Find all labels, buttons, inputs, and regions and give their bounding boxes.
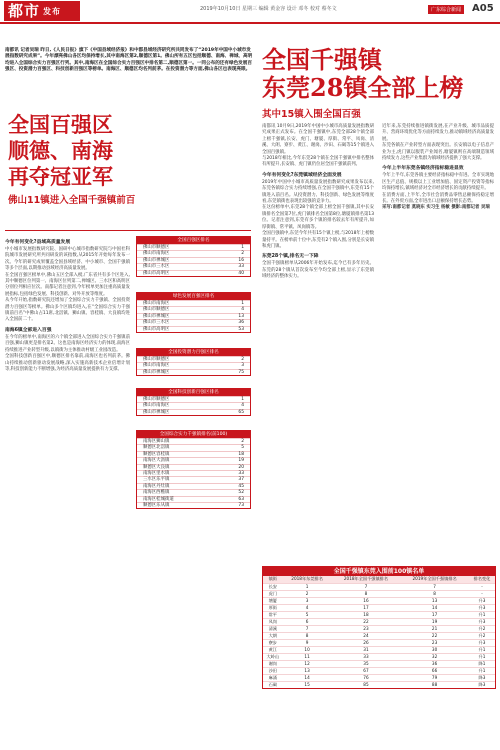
- table-cell: 14: [400, 604, 469, 611]
- table-cell: 5: [283, 611, 332, 618]
- table-cell: 79: [400, 674, 469, 681]
- table-cell: 沙田: [263, 667, 283, 674]
- table-cell: 7: [400, 583, 469, 590]
- page-number: A05: [472, 3, 494, 14]
- table-cell: 长安: [263, 583, 283, 590]
- ranking-table-towns: 全国综合实力千强镇排名(前100) 南海区狮山镇 2 顺德区北滘镇 5 顺德区容桂镇 18 南海区大沥镇 19 顺德区大良镇 20 南海区里水镇 33 三水区乐平镇 37 南海区丹灶镇 45 南海区西樵镇 52 南海区桂城街道 63 顺德区乐从镇 73: [136, 430, 251, 509]
- table-cell: 36: [400, 660, 469, 667]
- table-header: 2018年全国千强镇排名: [332, 576, 401, 583]
- table-cell: 降1: [469, 660, 495, 667]
- table-cell: 33: [332, 653, 401, 660]
- left-article: [5, 236, 130, 373]
- table-cell: 升1: [469, 646, 495, 653]
- ranking-table-green: 绿色发展百强区排名 佛山市南海区 1 佛山市顺德区 4 佛山市禅城区 13 佛山市三水区 36 佛山市高明区 53: [136, 292, 251, 333]
- table-cell: 大朗: [263, 632, 283, 639]
- table-row: [263, 632, 495, 639]
- paragraph: 在全国百强区榜单中,佛山五区全部入榜,广东省共有多个区进入,其中顺德区位列第一、南海区位列第二,禅城区、三水区和高明区分别位列相应位次。南都记者注意到,今年榜单更加注重高质量发展指标,包括绿色发展、科技创新、对外开放等维度。: [5, 272, 130, 297]
- table-cell: 85: [332, 681, 401, 688]
- table-caption: 全国千强镇东莞入围前100镇名单: [263, 567, 495, 576]
- table-cell: 3: [283, 597, 332, 604]
- table-cell: 66: [400, 667, 469, 674]
- table-cell: 14: [283, 674, 332, 681]
- ranking-table-investment: 全国投资潜力百强区排名 佛山市顺德区 2 佛山市南海区 3 佛山市禅城区 75: [136, 348, 251, 376]
- table-header: 镇街: [263, 576, 283, 583]
- table-row: [263, 674, 495, 681]
- table-cell: 7: [283, 625, 332, 632]
- table-cell: 67: [332, 667, 401, 674]
- table-cell: 11: [283, 653, 332, 660]
- table-cell: 76: [332, 674, 401, 681]
- byline: 采写:南都记者 莫晓东 实习生 杨敏 摄影:南都记者 吴瑞: [382, 205, 490, 211]
- table-cell: 升2: [469, 625, 495, 632]
- table-cell: 23: [332, 625, 401, 632]
- right-article-col2: [382, 124, 494, 212]
- table-cell: -: [469, 583, 495, 590]
- table-cell: 1: [283, 583, 332, 590]
- section-heading: 今年上半年东莞各镇经济指标稳进显效: [382, 166, 464, 172]
- section-tag: 广东综合新闻: [428, 5, 464, 14]
- table-cell: 21: [400, 625, 469, 632]
- right-headline: 全国千强镇 东莞28镇全部上榜: [262, 45, 464, 102]
- masthead: [0, 0, 500, 24]
- table-cell: 降3: [469, 681, 495, 688]
- table-cell: 18: [332, 611, 401, 618]
- table-cell: 88: [400, 681, 469, 688]
- paragraph: 在今年的榜单中,南海区的六个镇全部进入全国综合实力千强镇前百强,狮山镇更是排名第2。这也是南海区经济实力的体现,南海区持续推进产业转型升级,以镇街为主体推动村级工业园改造。: [5, 334, 130, 353]
- paragraph: 2019年中国中小城市高质量发展指数研究成果发布以来,东莞各镇综合实力持续增强,在全国千强镇中,东莞有15个镇进入前百名。从投资潜力、科技创新、绿色发展等维度看,东莞镇街也表现出较强的竞争力。: [262, 179, 374, 205]
- table-cell: 凤岗: [263, 618, 283, 625]
- paragraph: 与2018年相比,今年东莞28个镇在全国千强镇中排名整体有所提升,长安镇、虎门镇仍位居全国千强镇前列。: [262, 156, 374, 168]
- table-row: [263, 604, 495, 611]
- table-cell: 升3: [469, 618, 495, 625]
- table-cell: 升3: [469, 639, 495, 646]
- paragraph: 中小城市发展指数研究院、国研中心城市指数研究院与中国社科院城市发展研究所共同研发的该指数,从2015年开始每年发布一次。今年的研究成果覆盖全国县域经济、中小城市、全国千强镇等多个层面,以期推动县域经济高质量发展。: [5, 247, 130, 272]
- table-cell: 大岭山: [263, 653, 283, 660]
- table-cell: 31: [332, 646, 401, 653]
- table-cell: 麻涌: [263, 674, 283, 681]
- table-cell: 35: [332, 660, 401, 667]
- table-row: [263, 639, 495, 646]
- paragraph: 在这份榜单中,东莞28个镇全部上榜全国千强镇,其中长安镇排名全国第7位,虎门镇排名全国第8位,塘厦镇排名第13位。记者注意到,东莞有多个镇的排名较去年有所提升,如厚街镇、常平镇、凤岗镇等。: [262, 205, 374, 230]
- table-cell: 升1: [469, 653, 495, 660]
- table-cell: 26: [332, 639, 401, 646]
- section-heading: 今年有何变化?东莞镇域经济全面发展: [262, 172, 342, 178]
- table-cell: -: [469, 590, 495, 597]
- table-cell: 12: [283, 660, 332, 667]
- divider: [5, 230, 251, 231]
- table-cell: 塘厦: [263, 597, 283, 604]
- table-cell: 19: [400, 618, 469, 625]
- table-cell: 30: [400, 646, 469, 653]
- table-cell: 厚街: [263, 604, 283, 611]
- table-cell: 清溪: [263, 625, 283, 632]
- table-row: [263, 597, 495, 604]
- table-cell: 22: [332, 618, 401, 625]
- table-cell: 黄江: [263, 646, 283, 653]
- table-cell: 8: [332, 590, 401, 597]
- table-cell: 23: [400, 639, 469, 646]
- table-cell: 常平: [263, 611, 283, 618]
- table-cell: 虎门: [263, 590, 283, 597]
- table-cell: 升3: [469, 604, 495, 611]
- table-row: [263, 660, 495, 667]
- table-row: [263, 646, 495, 653]
- table-cell: 谢岗: [263, 660, 283, 667]
- table-row: [263, 611, 495, 618]
- table-row: [263, 653, 495, 660]
- table-cell: 8: [283, 632, 332, 639]
- table-cell: 降3: [469, 674, 495, 681]
- paragraph: 在消费方面,上半年,全市社会消费品零售总额保持稳定增长。在外贸方面,全市进出口总额保持增长态势。: [382, 192, 494, 205]
- paragraph: 从今年开始,指数研究院还增加了全国综合实力千强镇、全国投资潜力百强区等榜单。佛山多个区镇均进入,在“全国综合实力千强镇前百名”中佛山占11席,北滘镇、狮山镇、容桂镇、大良镇均进入全国前二十。: [5, 298, 130, 323]
- table-cell: 2: [283, 590, 332, 597]
- ranking-table-top100: 全国百强区排名 佛山市顺德区 1 佛山市南海区 2 佛山市禅城区 16 佛山市三水区 33 佛山市高明区 40: [136, 236, 251, 277]
- paragraph: 南都讯 10月9日,2019年中国中小城市高质量发展指数研究成果正式发布。在全国千强镇中,东莞全部28个镇全部上榜千强镇,长安、虎门、塘厦、厚街、常平、凤岗、清溪、大朗、寮步、黄江、谢岗、沙田、石碣等15个镇进入全国百强镇。: [262, 124, 374, 155]
- table-cell: 22: [400, 632, 469, 639]
- table-cell: 32: [400, 653, 469, 660]
- table-cell: 17: [332, 604, 401, 611]
- table-row: [263, 681, 495, 688]
- table-cell: 6: [283, 618, 332, 625]
- lead-paragraph: 南都讯 记者吴瑞 昨日,《人民日报》旗下《中国县域经济报》和中郡县域经济研究所共同发布了“2019年中国中小城市发展指数研究成果”。今年漂亮佛山各区均保持增长,其中南海区第2,顺德区第1。佛山所有五区包括顺德、南海、禅城、高明均进入全国综合实力百强区行列。其中,南海区在全国综合实力百强区中排名第二,顺德区第一。一同公布的还有绿色发展百强区、投资潜力百强区、科技创新百强区等榜单。南海区、顺德区均名列前茅。在投资潜力等方面,佛山各区也表现亮眼。: [5, 48, 253, 73]
- table-cell: 13: [283, 667, 332, 674]
- right-subheadline: 其中15镇入围全国百强: [262, 109, 361, 120]
- table-row: [263, 590, 495, 597]
- left-subheadline: 佛山11镇进入全国千强镇前百: [8, 195, 136, 206]
- section-heading: 今年有何变化?县域高质量发展: [5, 240, 71, 245]
- section-brand: 都市 发布: [4, 1, 80, 21]
- table-row: [263, 667, 495, 674]
- paragraph: 今年上半年,东莞各镇主要经济指标稳中有进。全市实现地区生产总值、规模以上工业增加值、固定资产投资等指标均保持增长,镇域经济对全市经济增长的贡献持续提升。: [382, 173, 494, 192]
- table-row: [263, 618, 495, 625]
- table-cell: 石碣: [263, 681, 283, 688]
- table-cell: 升1: [469, 667, 495, 674]
- table-cell: 寮步: [263, 639, 283, 646]
- table-cell: 升1: [469, 611, 495, 618]
- paragraph: 东莞各镇在产业转型方面表现突出。长安镇以电子信息产业为主,虎门镇以服装产业闻名,塘厦镇则在高端制造领域持续发力,这些产业集群为镇域经济提供了强大支撑。: [382, 143, 494, 162]
- table-cell: 4: [283, 604, 332, 611]
- table-cell: 16: [332, 597, 401, 604]
- paragraph: 全国百强镇中,东莞今年共有15个镇上榜,与2018年上榜数量持平。在榜单前十位中,东莞有2个镇入围,分别是长安镇和虎门镇。: [262, 231, 374, 249]
- left-headline: 全国百强区 顺德、南海 再夺冠亚军: [8, 112, 113, 189]
- section-heading: 东莞28个镇,排名无一下降: [262, 254, 319, 260]
- ranking-table-innovation: 全国科技创新百强区排名 佛山市顺德区 1 佛山市南海区 4 佛山市禅城区 65: [136, 388, 251, 416]
- dongguan-towns-table: [262, 566, 496, 689]
- table-cell: 8: [400, 590, 469, 597]
- section-heading: 南海6镇全部进入百强: [5, 327, 52, 333]
- paragraph: 全国千强镇榜单从2006年开始发布,迄今已有多年历史。东莞的28个镇从首次发布至今均全部上榜,显示了东莞镇域经济的整体实力。: [262, 261, 374, 280]
- table-header: 排名变化: [469, 576, 495, 583]
- table-cell: 升3: [469, 597, 495, 604]
- table-cell: 13: [400, 597, 469, 604]
- table-cell: 升2: [469, 632, 495, 639]
- table-row: [263, 583, 495, 590]
- paragraph: 近年来,东莞持续推进镇街发展,在产业升级、城市品质提升、营商环境优化等方面持续发力,推动镇域经济高质量发展。: [382, 124, 494, 142]
- masthead-info: 2019年10月10日 星期三 编辑 黄金容 设计 邓冬 校对 蔡冬文: [200, 6, 337, 12]
- table-cell: 10: [283, 646, 332, 653]
- table-cell: 9: [283, 639, 332, 646]
- table-header: 2019年全国千强镇排名: [400, 576, 469, 583]
- table-row: [263, 625, 495, 632]
- table-cell: 17: [400, 611, 469, 618]
- table-cell: 15: [283, 681, 332, 688]
- table-cell: 24: [332, 632, 401, 639]
- paragraph: 全国科技创新百强区中,顺德区排名靠前,南海区也名列前茅。佛山持续推动创新驱动发展战略,深入实施高新技术企业倍增计划等,科技创新能力不断增强,为经济高质量发展提供有力支撑。: [5, 354, 130, 372]
- right-article-col1: [262, 124, 374, 281]
- table-cell: 7: [332, 583, 401, 590]
- table-header: 2018年东莞排名: [283, 576, 332, 583]
